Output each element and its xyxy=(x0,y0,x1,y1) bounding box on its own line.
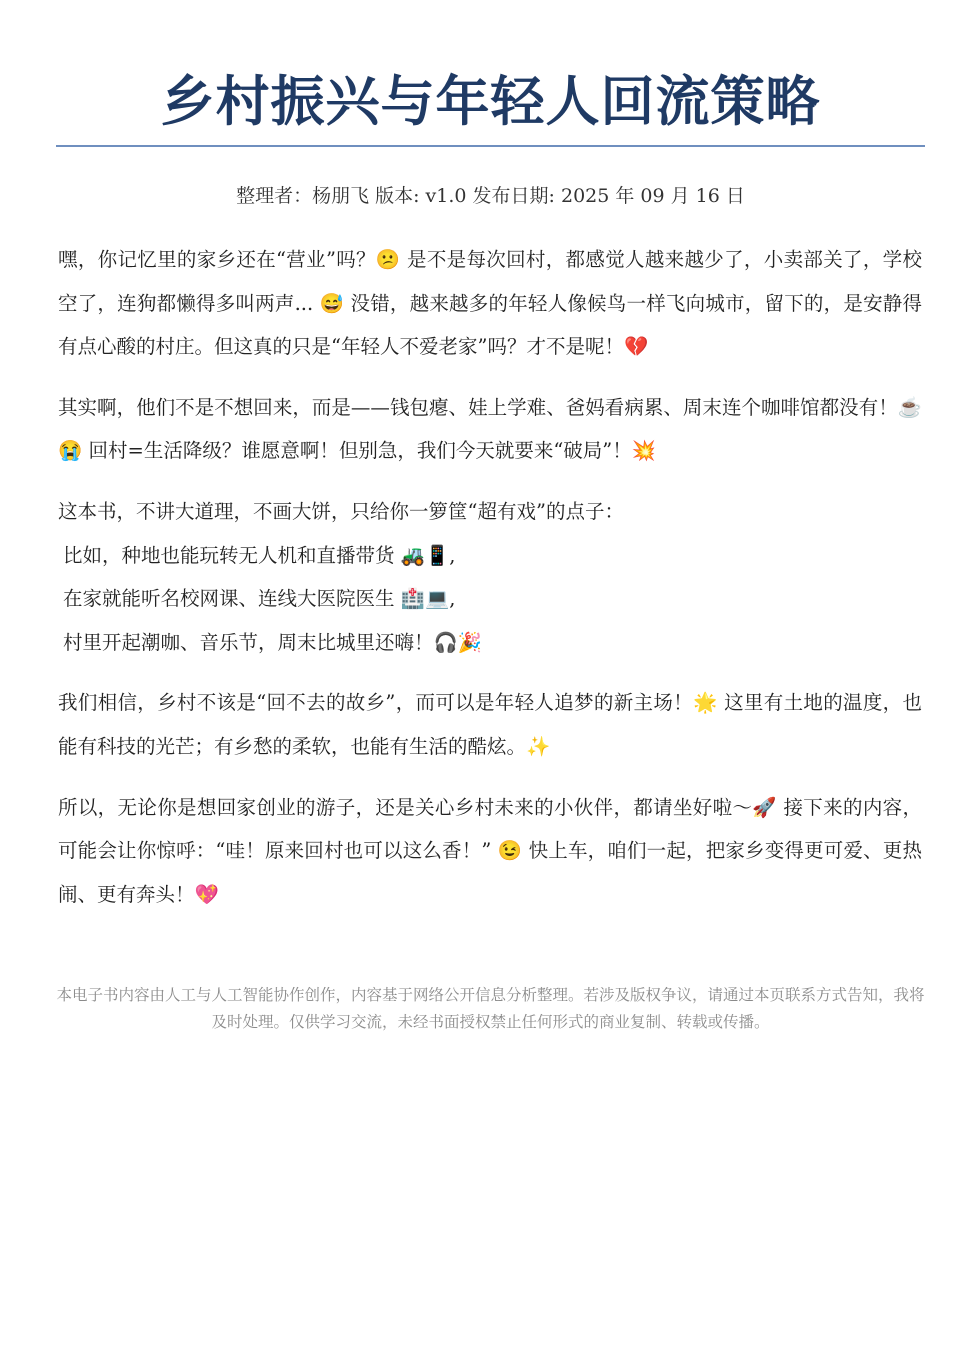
paragraph-intro: 嘿，你记忆里的家乡还在“营业”吗？😕 是不是每次回村，都感觉人越来越少了，小卖部关了，学校空了，连狗都懒得多叫两声... 😅 没错，越来越多的年轻人像候鸟一样飞向城市，留下的，是安静得有点心酸的村庄。但这真的只是“年轻人不爱老家”吗？才不是呢！💔 xyxy=(58,248,922,359)
document-title: 乡村振兴与年轻人回流策略 xyxy=(160,70,821,133)
paragraph-belief: 我们相信，乡村不该是“回不去的故乡”，而可以是年轻人追梦的新主场！🌟 这里有土地的温度，也能有科技的光芒；有乡愁的柔软，也能有生活的酷炫。✨ xyxy=(58,691,922,758)
ideas-intro: 这本书，不讲大道理，不画大饼，只给你一箩筐“超有戏”的点子： xyxy=(58,499,624,523)
ideas-block xyxy=(58,490,922,664)
idea-item: 村里开起潮咖、音乐节，周末比城里还嗨！🎧🎉 xyxy=(63,630,483,654)
idea-item: 在家就能听名校网课、连线大医院医生 🏥💻, xyxy=(63,587,456,611)
copyright-notice: 本电子书内容由人工与人工智能协作创作，内容基于网络公开信息分析整理。若涉及版权争议，请通过本页联系方式告知，我将及时处理。仅供学习交流，未经书面授权禁止任何形式的商业复制、转载或传播。 xyxy=(56,986,925,1031)
title-divider xyxy=(56,145,925,147)
idea-item: 比如，种地也能玩转无人机和直播带货 🚜📱, xyxy=(63,543,456,567)
paragraph-invitation: 所以，无论你是想回家创业的游子，还是关心乡村未来的小伙伴，都请坐好啦～🚀 接下来的内容，可能会让你惊呼：“哇！原来回村也可以这么香！” 😉 快上车，咱们一起，把家乡变得更可爱、更热闹、更有奔头！💖 xyxy=(58,795,922,906)
document-body xyxy=(58,238,922,933)
paragraph-reasons: 其实啊，他们不是不想回来，而是——钱包瘪、娃上学难、爸妈看病累、周末连个咖啡馆都没有！☕😭 回村=生活降级？谁愿意啊！但别急，我们今天就要来“破局”！💥 xyxy=(58,395,922,463)
document-meta: 整理者：杨朋飞 版本: v1.0 发布日期: 2025 年 09 月 16 日 xyxy=(236,185,745,207)
